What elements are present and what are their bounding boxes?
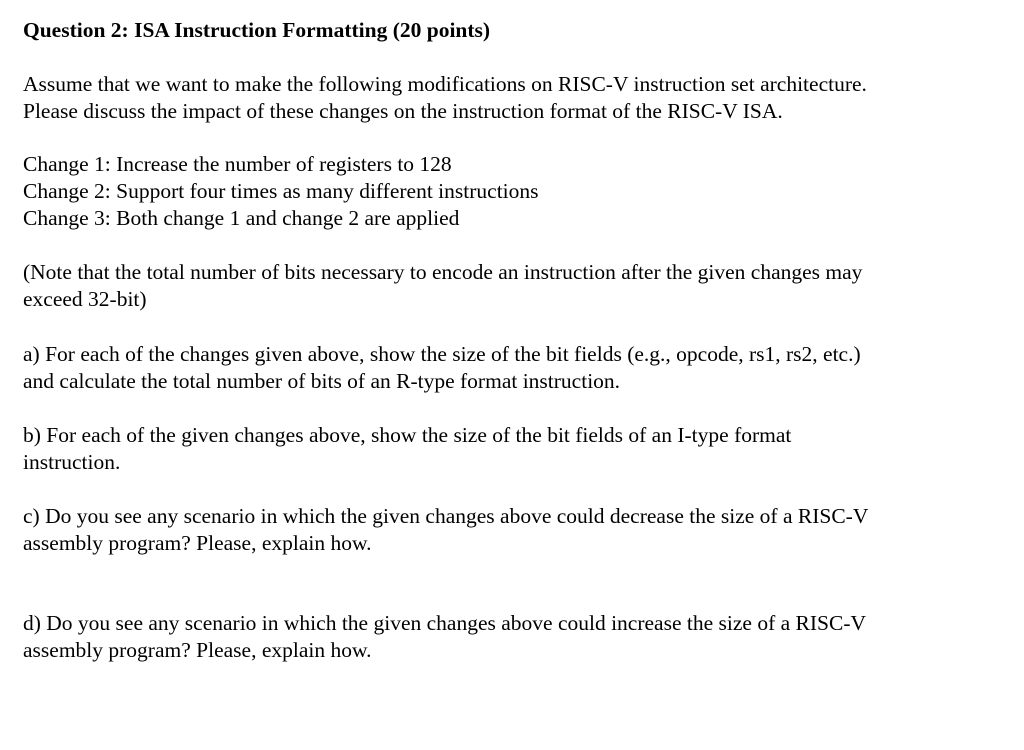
part-a-question	[23, 341, 861, 395]
change-item-3: Change 3: Both change 1 and change 2 are applied	[23, 206, 460, 230]
question-title: Question 2: ISA Instruction Formatting (20 points)	[23, 18, 491, 42]
intro-line: Please discuss the impact of these changes on the instruction format of the RISC-V ISA.	[23, 99, 783, 123]
note-line: (Note that the total number of bits necessary to encode an instruction after the given changes may	[23, 260, 863, 284]
intro-line: Assume that we want to make the following modifications on RISC-V instruction set architecture.	[23, 72, 867, 96]
change-item-1: Change 1: Increase the number of registers to 128	[23, 152, 452, 176]
part-c-line: assembly program? Please, explain how.	[23, 531, 372, 555]
part-a-line: and calculate the total number of bits of an R-type format instruction.	[23, 369, 621, 393]
note-line: exceed 32-bit)	[23, 287, 147, 311]
part-d-question	[23, 610, 866, 664]
part-c-question	[23, 503, 868, 557]
part-b-question	[23, 422, 791, 476]
note-paragraph	[23, 259, 862, 313]
part-b-line: b) For each of the given changes above, show the size of the bit fields of an I-type format	[23, 423, 792, 447]
change-item-2: Change 2: Support four times as many different instructions	[23, 179, 539, 203]
part-c-line: c) Do you see any scenario in which the given changes above could decrease the size of a RISC-V	[23, 504, 869, 528]
changes-list	[23, 151, 539, 232]
part-a-line: a) For each of the changes given above, show the size of the bit fields (e.g., opcode, rs1, rs2, etc.)	[23, 342, 861, 366]
intro-paragraph	[23, 71, 867, 125]
part-b-line: instruction.	[23, 450, 121, 474]
part-d-line: d) Do you see any scenario in which the given changes above could increase the size of a RISC-V	[23, 611, 867, 635]
part-d-line: assembly program? Please, explain how.	[23, 638, 372, 662]
